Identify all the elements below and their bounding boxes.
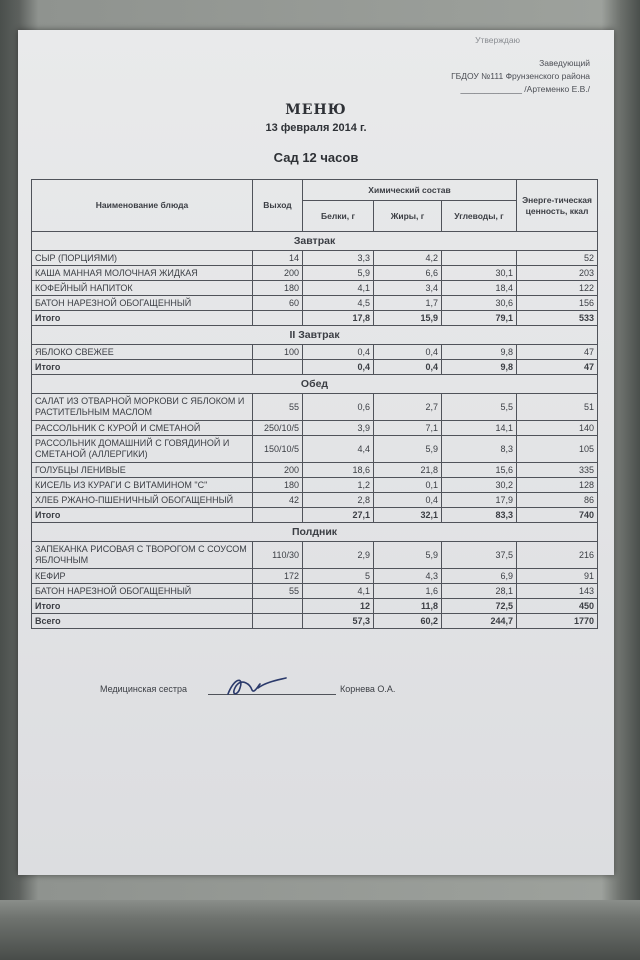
dish-fat: 21,8 <box>374 463 442 478</box>
grand-total-protein: 57,3 <box>303 614 374 629</box>
dish-name: КЕФИР <box>32 569 253 584</box>
dish-output: 60 <box>253 296 303 311</box>
dish-carb: 6,9 <box>442 569 517 584</box>
dish-fat: 0,4 <box>374 345 442 360</box>
dish-protein: 0,4 <box>303 345 374 360</box>
section-title: Полдник <box>32 523 598 542</box>
total-label: Итого <box>32 311 253 326</box>
dish-carb: 30,2 <box>442 478 517 493</box>
section-title: Завтрак <box>32 232 598 251</box>
dish-carb: 8,3 <box>442 436 517 463</box>
total-output-empty <box>253 360 303 375</box>
dish-energy: 51 <box>517 394 598 421</box>
grand-total-carb: 244,7 <box>442 614 517 629</box>
table-row <box>32 296 598 311</box>
total-fat: 0,4 <box>374 360 442 375</box>
dish-output: 150/10/5 <box>253 436 303 463</box>
dish-protein: 4,1 <box>303 281 374 296</box>
section-title: Обед <box>32 375 598 394</box>
dish-energy: 122 <box>517 281 598 296</box>
menu-table <box>31 179 598 629</box>
total-label: Итого <box>32 599 253 614</box>
dish-name: БАТОН НАРЕЗНОЙ ОБОГАЩЕННЫЙ <box>32 296 253 311</box>
dish-protein: 18,6 <box>303 463 374 478</box>
dish-fat: 2,7 <box>374 394 442 421</box>
dish-name: КАША МАННАЯ МОЛОЧНАЯ ЖИДКАЯ <box>32 266 253 281</box>
dish-carb: 9,8 <box>442 345 517 360</box>
dish-output: 55 <box>253 584 303 599</box>
grand-total-energy: 1770 <box>517 614 598 629</box>
signature-block <box>100 680 540 704</box>
dish-energy: 203 <box>517 266 598 281</box>
section-header-row <box>32 232 598 251</box>
header-name: Наименование блюда <box>32 180 253 232</box>
total-carb: 79,1 <box>442 311 517 326</box>
menu-sheet <box>18 30 614 875</box>
section-header-row <box>32 326 598 345</box>
header-carb: Углеводы, г <box>442 201 517 232</box>
total-protein: 27,1 <box>303 508 374 523</box>
dish-carb: 17,9 <box>442 493 517 508</box>
approval-line-2: Заведующий <box>539 58 590 68</box>
total-protein: 17,8 <box>303 311 374 326</box>
dish-protein: 5,9 <box>303 266 374 281</box>
dish-protein: 3,3 <box>303 251 374 266</box>
table-row <box>32 478 598 493</box>
dish-protein: 4,5 <box>303 296 374 311</box>
dish-protein: 2,8 <box>303 493 374 508</box>
dish-energy: 143 <box>517 584 598 599</box>
dish-name: СЫР (ПОРЦИЯМИ) <box>32 251 253 266</box>
header-chemical: Химический состав <box>303 180 517 201</box>
dish-carb: 18,4 <box>442 281 517 296</box>
dish-carb: 15,6 <box>442 463 517 478</box>
header-fat: Жиры, г <box>374 201 442 232</box>
approval-line-3: ГБДОУ №111 Фрунзенского района <box>451 71 590 81</box>
header-protein: Белки, г <box>303 201 374 232</box>
dish-name: РАССОЛЬНИК ДОМАШНИЙ С ГОВЯДИНОЙ И СМЕТАНОЙ (АЛЛЕРГИКИ) <box>32 436 253 463</box>
table-row <box>32 436 598 463</box>
dish-name: ХЛЕБ РЖАНО-ПШЕНИЧНЫЙ ОБОГАЩЕННЫЙ <box>32 493 253 508</box>
menu-table-body <box>32 232 598 629</box>
dish-name: САЛАТ ИЗ ОТВАРНОЙ МОРКОВИ С ЯБЛОКОМ И РАСТИТЕЛЬНЫМ МАСЛОМ <box>32 394 253 421</box>
handwritten-signature <box>220 674 290 700</box>
total-output-empty <box>253 599 303 614</box>
table-row <box>32 493 598 508</box>
total-energy: 450 <box>517 599 598 614</box>
table-row <box>32 266 598 281</box>
dish-name: КОФЕЙНЫЙ НАПИТОК <box>32 281 253 296</box>
doc-title: МЕНЮ <box>285 102 347 118</box>
dish-fat: 0,1 <box>374 478 442 493</box>
total-protein: 12 <box>303 599 374 614</box>
section-total-row <box>32 599 598 614</box>
table-row <box>32 421 598 436</box>
grand-total-row <box>32 614 598 629</box>
dish-energy: 128 <box>517 478 598 493</box>
dish-fat: 7,1 <box>374 421 442 436</box>
total-energy: 533 <box>517 311 598 326</box>
dish-protein: 4,1 <box>303 584 374 599</box>
dish-name: РАССОЛЬНИК С КУРОЙ И СМЕТАНОЙ <box>32 421 253 436</box>
header-energy: Энерге-тическая ценность, ккал <box>517 180 598 232</box>
dish-output: 14 <box>253 251 303 266</box>
dish-protein: 3,9 <box>303 421 374 436</box>
dish-output: 180 <box>253 281 303 296</box>
dish-protein: 5 <box>303 569 374 584</box>
total-output-empty <box>253 508 303 523</box>
dish-name: КИСЕЛЬ ИЗ КУРАГИ С ВИТАМИНОМ "С" <box>32 478 253 493</box>
frame-bottom <box>0 900 640 960</box>
dish-protein: 1,2 <box>303 478 374 493</box>
nurse-name: Корнева О.А. <box>340 684 396 694</box>
doc-subtitle: Сад 12 часов <box>273 150 359 165</box>
dish-fat: 1,7 <box>374 296 442 311</box>
dish-output: 250/10/5 <box>253 421 303 436</box>
total-fat: 32,1 <box>374 508 442 523</box>
dish-energy: 86 <box>517 493 598 508</box>
total-fat: 11,8 <box>374 599 442 614</box>
table-row <box>32 394 598 421</box>
dish-output: 172 <box>253 569 303 584</box>
dish-energy: 216 <box>517 542 598 569</box>
total-protein: 0,4 <box>303 360 374 375</box>
dish-fat: 6,6 <box>374 266 442 281</box>
table-row <box>32 542 598 569</box>
dish-energy: 91 <box>517 569 598 584</box>
section-total-row <box>32 360 598 375</box>
table-row <box>32 584 598 599</box>
dish-energy: 140 <box>517 421 598 436</box>
dish-output: 55 <box>253 394 303 421</box>
dish-output: 100 <box>253 345 303 360</box>
dish-energy: 335 <box>517 463 598 478</box>
grand-total-output-empty <box>253 614 303 629</box>
section-total-row <box>32 311 598 326</box>
total-carb: 83,3 <box>442 508 517 523</box>
total-energy: 47 <box>517 360 598 375</box>
dish-output: 110/30 <box>253 542 303 569</box>
dish-energy: 156 <box>517 296 598 311</box>
dish-carb: 30,1 <box>442 266 517 281</box>
table-row <box>32 345 598 360</box>
header-output: Выход <box>253 180 303 232</box>
dish-output: 180 <box>253 478 303 493</box>
approval-line-1: Утверждаю <box>475 35 520 45</box>
table-row <box>32 251 598 266</box>
dish-output: 200 <box>253 463 303 478</box>
total-fat: 15,9 <box>374 311 442 326</box>
dish-energy: 105 <box>517 436 598 463</box>
dish-energy: 52 <box>517 251 598 266</box>
dish-carb: 14,1 <box>442 421 517 436</box>
section-total-row <box>32 508 598 523</box>
section-title: II Завтрак <box>32 326 598 345</box>
dish-protein: 2,9 <box>303 542 374 569</box>
dish-output: 42 <box>253 493 303 508</box>
dish-fat: 5,9 <box>374 436 442 463</box>
dish-carb: 28,1 <box>442 584 517 599</box>
dish-fat: 3,4 <box>374 281 442 296</box>
grand-total-label: Всего <box>32 614 253 629</box>
total-carb: 9,8 <box>442 360 517 375</box>
dish-fat: 5,9 <box>374 542 442 569</box>
doc-date: 13 февраля 2014 г. <box>265 122 367 134</box>
dish-output: 200 <box>253 266 303 281</box>
total-label: Итого <box>32 360 253 375</box>
approval-block <box>360 34 590 96</box>
dish-carb: 30,6 <box>442 296 517 311</box>
dish-name: БАТОН НАРЕЗНОЙ ОБОГАЩЕННЫЙ <box>32 584 253 599</box>
table-row <box>32 569 598 584</box>
dish-carb: 5,5 <box>442 394 517 421</box>
dish-name: ГОЛУБЦЫ ЛЕНИВЫЕ <box>32 463 253 478</box>
table-row <box>32 281 598 296</box>
dish-name: ЯБЛОКО СВЕЖЕЕ <box>32 345 253 360</box>
total-output-empty <box>253 311 303 326</box>
dish-carb <box>442 251 517 266</box>
approval-line-4: _____________ /Артеменко Е.В./ <box>460 84 590 94</box>
total-carb: 72,5 <box>442 599 517 614</box>
dish-energy: 47 <box>517 345 598 360</box>
dish-name: ЗАПЕКАНКА РИСОВАЯ С ТВОРОГОМ С СОУСОМ ЯБЛОЧНЫМ <box>32 542 253 569</box>
nurse-label: Медицинская сестра <box>100 684 187 694</box>
total-label: Итого <box>32 508 253 523</box>
dish-fat: 0,4 <box>374 493 442 508</box>
grand-total-fat: 60,2 <box>374 614 442 629</box>
table-row <box>32 463 598 478</box>
section-header-row <box>32 375 598 394</box>
dish-fat: 4,3 <box>374 569 442 584</box>
dish-protein: 0,6 <box>303 394 374 421</box>
dish-protein: 4,4 <box>303 436 374 463</box>
dish-fat: 1,6 <box>374 584 442 599</box>
total-energy: 740 <box>517 508 598 523</box>
dish-carb: 37,5 <box>442 542 517 569</box>
section-header-row <box>32 523 598 542</box>
dish-fat: 4,2 <box>374 251 442 266</box>
